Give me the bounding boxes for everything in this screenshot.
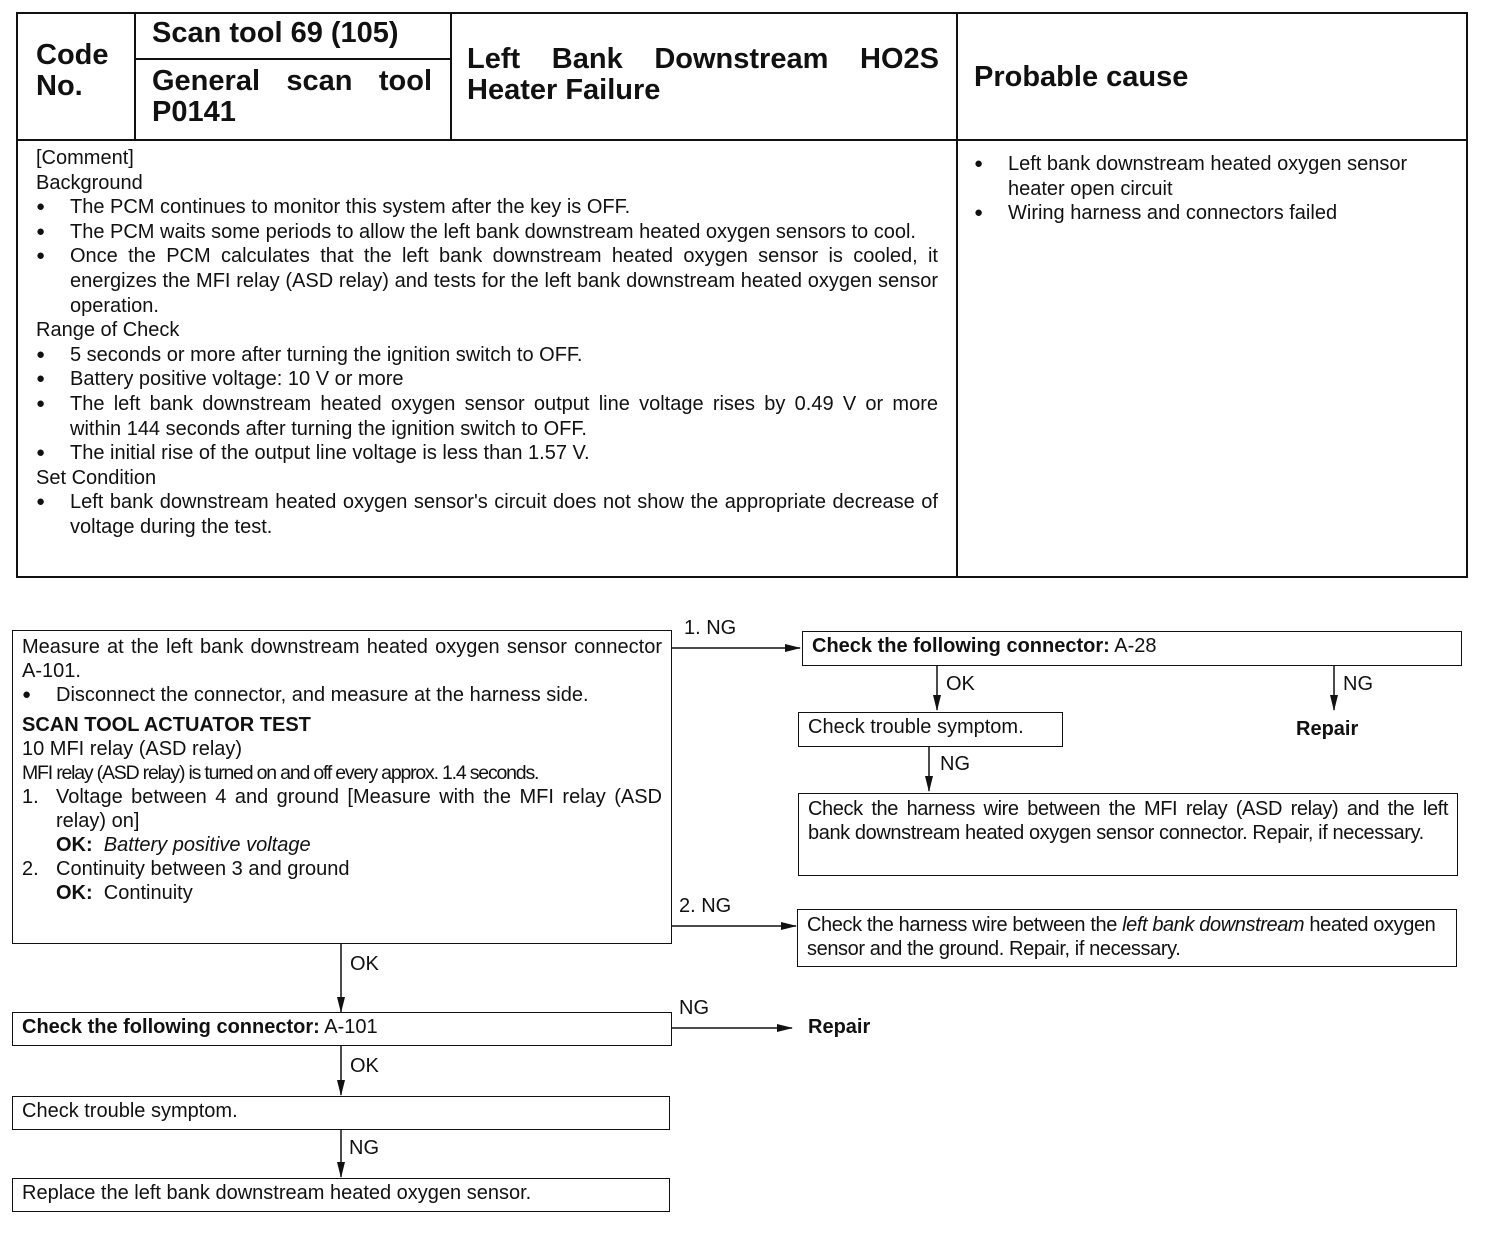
set-condition-label: Set Condition: [36, 466, 157, 489]
measure-step-box: [12, 630, 672, 944]
harness-mfi-check-box: Check the harness wire between the MFI relay (ASD relay) and the left bank downstream heated oxygen sensor connector. Repair, if necessary.: [798, 793, 1458, 876]
measure-step-1-ok: OK: Battery positive voltage: [56, 834, 311, 856]
check-trouble-symptom-left-box: Check trouble symptom.: [12, 1096, 670, 1130]
check-connector-a101-box: Check the following connector: A-101: [12, 1012, 672, 1046]
probable-cause-heading: Probable cause: [974, 61, 1189, 93]
label-measure-ok: OK: [350, 953, 379, 975]
scan-tool-number: Scan tool 69 (105): [152, 17, 399, 49]
label-trouble-ng: NG: [349, 1137, 379, 1159]
repair-label-a28: Repair: [1296, 718, 1359, 740]
replace-sensor-box: Replace the left bank downstream heated oxygen sensor.: [12, 1178, 670, 1212]
measure-bullet: ● Disconnect the connector, and measure at the harness side.: [22, 684, 589, 706]
label-a101-ok: OK: [350, 1055, 379, 1077]
comment-label: [Comment]: [36, 147, 134, 169]
probable-cause-item: ● Wiring harness and connectors failed: [974, 201, 1454, 226]
label-2-ng: 2. NG: [679, 895, 732, 917]
fault-title: Left Bank Downstream HO2S Heater Failure: [467, 43, 939, 106]
code-no-label: Code No.: [36, 39, 109, 102]
label-a101-ng: NG: [679, 997, 709, 1019]
check-connector-a28-box: Check the following connector: A-28: [802, 631, 1462, 666]
range-of-check-label: Range of Check: [36, 319, 180, 342]
label-1-ng: 1. NG: [684, 617, 737, 639]
label-trouble-right-ng: NG: [940, 753, 970, 775]
actuator-test-title: SCAN TOOL ACTUATOR TEST: [22, 714, 311, 736]
label-a28-ng: NG: [1343, 673, 1373, 695]
background-label: Background: [36, 171, 143, 194]
probable-cause-item: ● Left bank downstream heated oxygen sensor heater open circuit: [974, 152, 1454, 201]
harness-ground-check-box: Check the harness wire between the left bank downstream heated oxygen sensor and the ground. Repair, if necessary.: [797, 909, 1457, 967]
range-item: ● The initial rise of the output line voltage is less than 1.57 V.: [36, 441, 938, 466]
repair-label-a101: Repair: [808, 1016, 871, 1038]
measure-step-1: 1. Voltage between 4 and ground [Measure with the MFI relay (ASD relay) on]: [22, 786, 662, 832]
measure-step-2-ok: OK: Continuity: [56, 882, 193, 904]
measure-intro: Measure at the left bank downstream heated oxygen sensor connector A-101.: [22, 636, 662, 682]
range-item: ● The left bank downstream heated oxygen sensor output line voltage rises by 0.49 V or more within 144 seconds after turning the ignition switch to OFF.: [36, 392, 938, 441]
label-a28-ok: OK: [946, 673, 975, 695]
actuator-test-desc: MFI relay (ASD relay) is turned on and off every approx. 1.4 seconds.: [22, 762, 539, 784]
background-item: ● Once the PCM calculates that the left bank downstream heated oxygen sensor is cooled, it energizes the MFI relay (ASD relay) and tests for the left bank downstream heated oxygen sensor operation.: [36, 244, 938, 318]
set-condition-item: ● Left bank downstream heated oxygen sensor's circuit does not show the appropriate decrease of voltage during the test.: [36, 490, 938, 539]
measure-step-2: 2. Continuity between 3 and ground: [22, 858, 350, 880]
background-item: ● The PCM continues to monitor this system after the key is OFF.: [36, 195, 938, 220]
range-item: ● 5 seconds or more after turning the ignition switch to OFF.: [36, 343, 938, 368]
check-trouble-symptom-right-box: Check trouble symptom.: [798, 712, 1063, 747]
general-scan-tool-code: General scan tool P0141: [152, 65, 432, 128]
range-item: ● Battery positive voltage: 10 V or more: [36, 367, 938, 392]
background-item: ● The PCM waits some periods to allow the left bank downstream heated oxygen sensors to cool.: [36, 220, 938, 245]
actuator-test-item: 10 MFI relay (ASD relay): [22, 738, 243, 760]
